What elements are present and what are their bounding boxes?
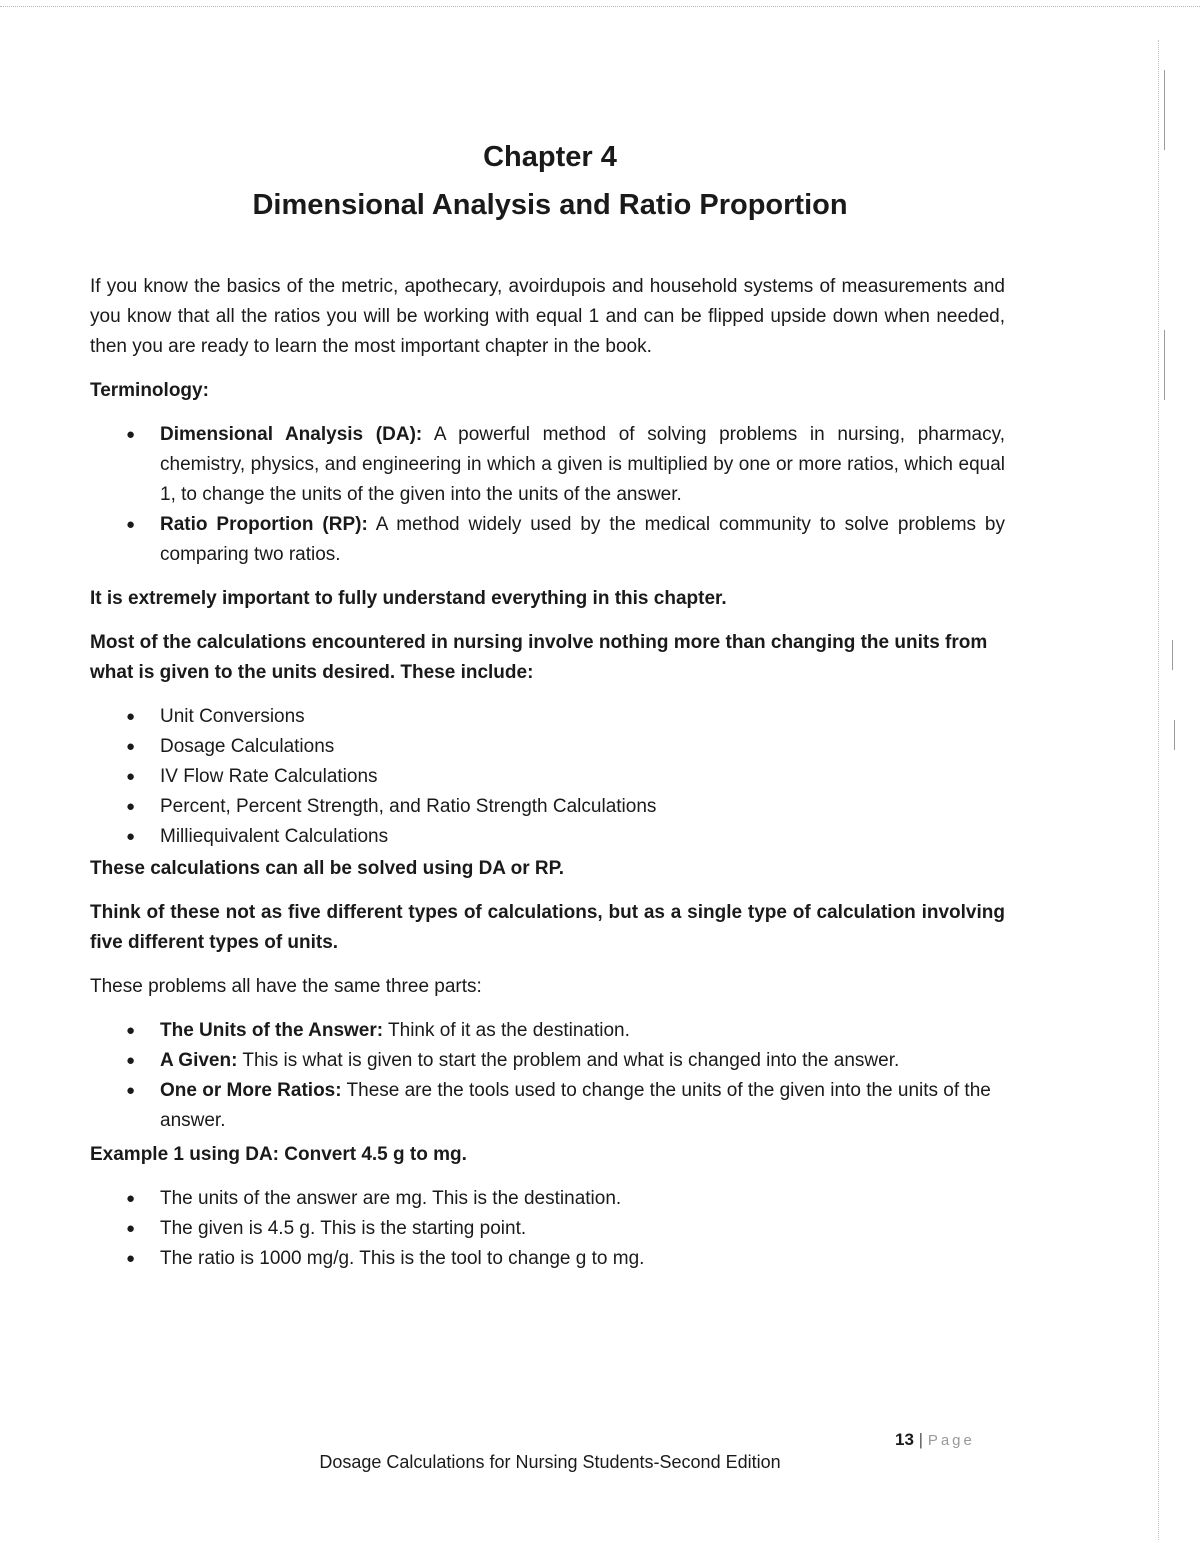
list-item xyxy=(90,792,1005,822)
list-item xyxy=(90,420,1005,510)
page-number: 13 xyxy=(895,1430,914,1449)
scan-mark xyxy=(1164,330,1165,400)
list-item xyxy=(90,510,1005,570)
chapter-label: Chapter 4 xyxy=(483,141,617,173)
calculation-type: Percent, Percent Strength, and Ratio Strength Calculations xyxy=(160,796,657,817)
part-label: A Given: xyxy=(160,1050,238,1071)
list-item xyxy=(90,1046,1005,1076)
list-item xyxy=(90,1184,1005,1214)
list-item xyxy=(90,1016,1005,1046)
list-item xyxy=(90,762,1005,792)
list-item xyxy=(90,702,1005,732)
bullet-dot-icon: ● xyxy=(126,516,136,533)
bullet-dot-icon: ● xyxy=(126,1052,136,1069)
calculation-types-list xyxy=(90,702,1005,852)
example-step: The ratio is 1000 mg/g. This is the tool to change g to mg. xyxy=(160,1248,645,1269)
calculation-type: Dosage Calculations xyxy=(160,736,335,757)
scan-mark xyxy=(1172,640,1173,670)
list-item xyxy=(90,1214,1005,1244)
page-number-label xyxy=(895,1430,975,1450)
bullet-dot-icon: ● xyxy=(126,738,136,755)
list-item xyxy=(90,1244,1005,1274)
bullet-dot-icon: ● xyxy=(126,1190,136,1207)
scan-edge-right xyxy=(1158,40,1187,1540)
example-step: The given is 4.5 g. This is the starting point. xyxy=(160,1218,527,1239)
terminology-label: Terminology: xyxy=(90,380,209,401)
example-title: Example 1 using DA: Convert 4.5 g to mg. xyxy=(90,1144,467,1165)
part-label: One or More Ratios: xyxy=(160,1080,342,1101)
calculation-type: Milliequivalent Calculations xyxy=(160,826,389,847)
term-label: Ratio Proportion (RP): xyxy=(160,514,368,535)
bullet-dot-icon: ● xyxy=(126,768,136,785)
term-label: Dimensional Analysis (DA): xyxy=(160,424,423,445)
bullet-dot-icon: ● xyxy=(126,426,136,443)
three-parts-intro: These problems all have the same three parts: xyxy=(90,976,482,997)
most-calculations-note: Most of the calculations encountered in nursing involve nothing more than changing the units from what is given to the units desired. These include: xyxy=(90,632,988,683)
chapter-title: Dimensional Analysis and Ratio Proportion xyxy=(252,189,848,221)
title-block xyxy=(90,138,1010,224)
list-item xyxy=(90,822,1005,852)
scan-mark xyxy=(1174,720,1175,750)
bullet-dot-icon: ● xyxy=(126,1082,136,1099)
important-note: It is extremely important to fully understand everything in this chapter. xyxy=(90,588,727,609)
part-definition: This is what is given to start the problem and what is changed into the answer. xyxy=(242,1050,900,1071)
part-definition: Think of it as the destination. xyxy=(388,1020,630,1041)
chapter-content xyxy=(90,272,1005,1288)
scan-mark xyxy=(1164,70,1165,150)
calculation-type: Unit Conversions xyxy=(160,706,305,727)
terminology-list xyxy=(90,420,1005,570)
example-step: The units of the answer are mg. This is the destination. xyxy=(160,1188,622,1209)
part-definition: These are the tools used to change the units of the given into the units of the answer. xyxy=(160,1080,991,1131)
calculation-type: IV Flow Rate Calculations xyxy=(160,766,378,787)
bullet-dot-icon: ● xyxy=(126,1220,136,1237)
term-definition: A powerful method of solving problems in nursing, pharmacy, chemistry, physics, and engineering in which a given is multiplied by one or more ratios, which equal 1, to change the units of the given into the units of the answer. xyxy=(160,424,1005,505)
list-item xyxy=(90,1076,1005,1136)
intro-paragraph: If you know the basics of the metric, apothecary, avoirdupois and household systems of measurements and you know that all the ratios you will be working with equal 1 and can be flipped upside down when needed, then you are ready to learn the most important chapter in the book. xyxy=(90,276,1005,357)
bullet-dot-icon: ● xyxy=(126,1022,136,1039)
think-note: Think of these not as five different types of calculations, but as a single type of calculation involving five different types of units. xyxy=(90,902,1005,953)
page-separator: | xyxy=(918,1430,924,1449)
solved-note: These calculations can all be solved using DA or RP. xyxy=(90,858,565,879)
bullet-dot-icon: ● xyxy=(126,708,136,725)
three-parts-list xyxy=(90,1016,1005,1136)
term-definition: A method widely used by the medical community to solve problems by comparing two ratios. xyxy=(160,514,1006,565)
part-label: The Units of the Answer: xyxy=(160,1020,384,1041)
bullet-dot-icon: ● xyxy=(126,1250,136,1267)
scan-edge-top xyxy=(0,0,1200,7)
bullet-dot-icon: ● xyxy=(126,828,136,845)
list-item xyxy=(90,732,1005,762)
example-steps-list xyxy=(90,1184,1005,1274)
bullet-dot-icon: ● xyxy=(126,798,136,815)
page-word: Page xyxy=(927,1432,975,1449)
book-title-footer: Dosage Calculations for Nursing Students-Second Edition xyxy=(319,1452,781,1472)
